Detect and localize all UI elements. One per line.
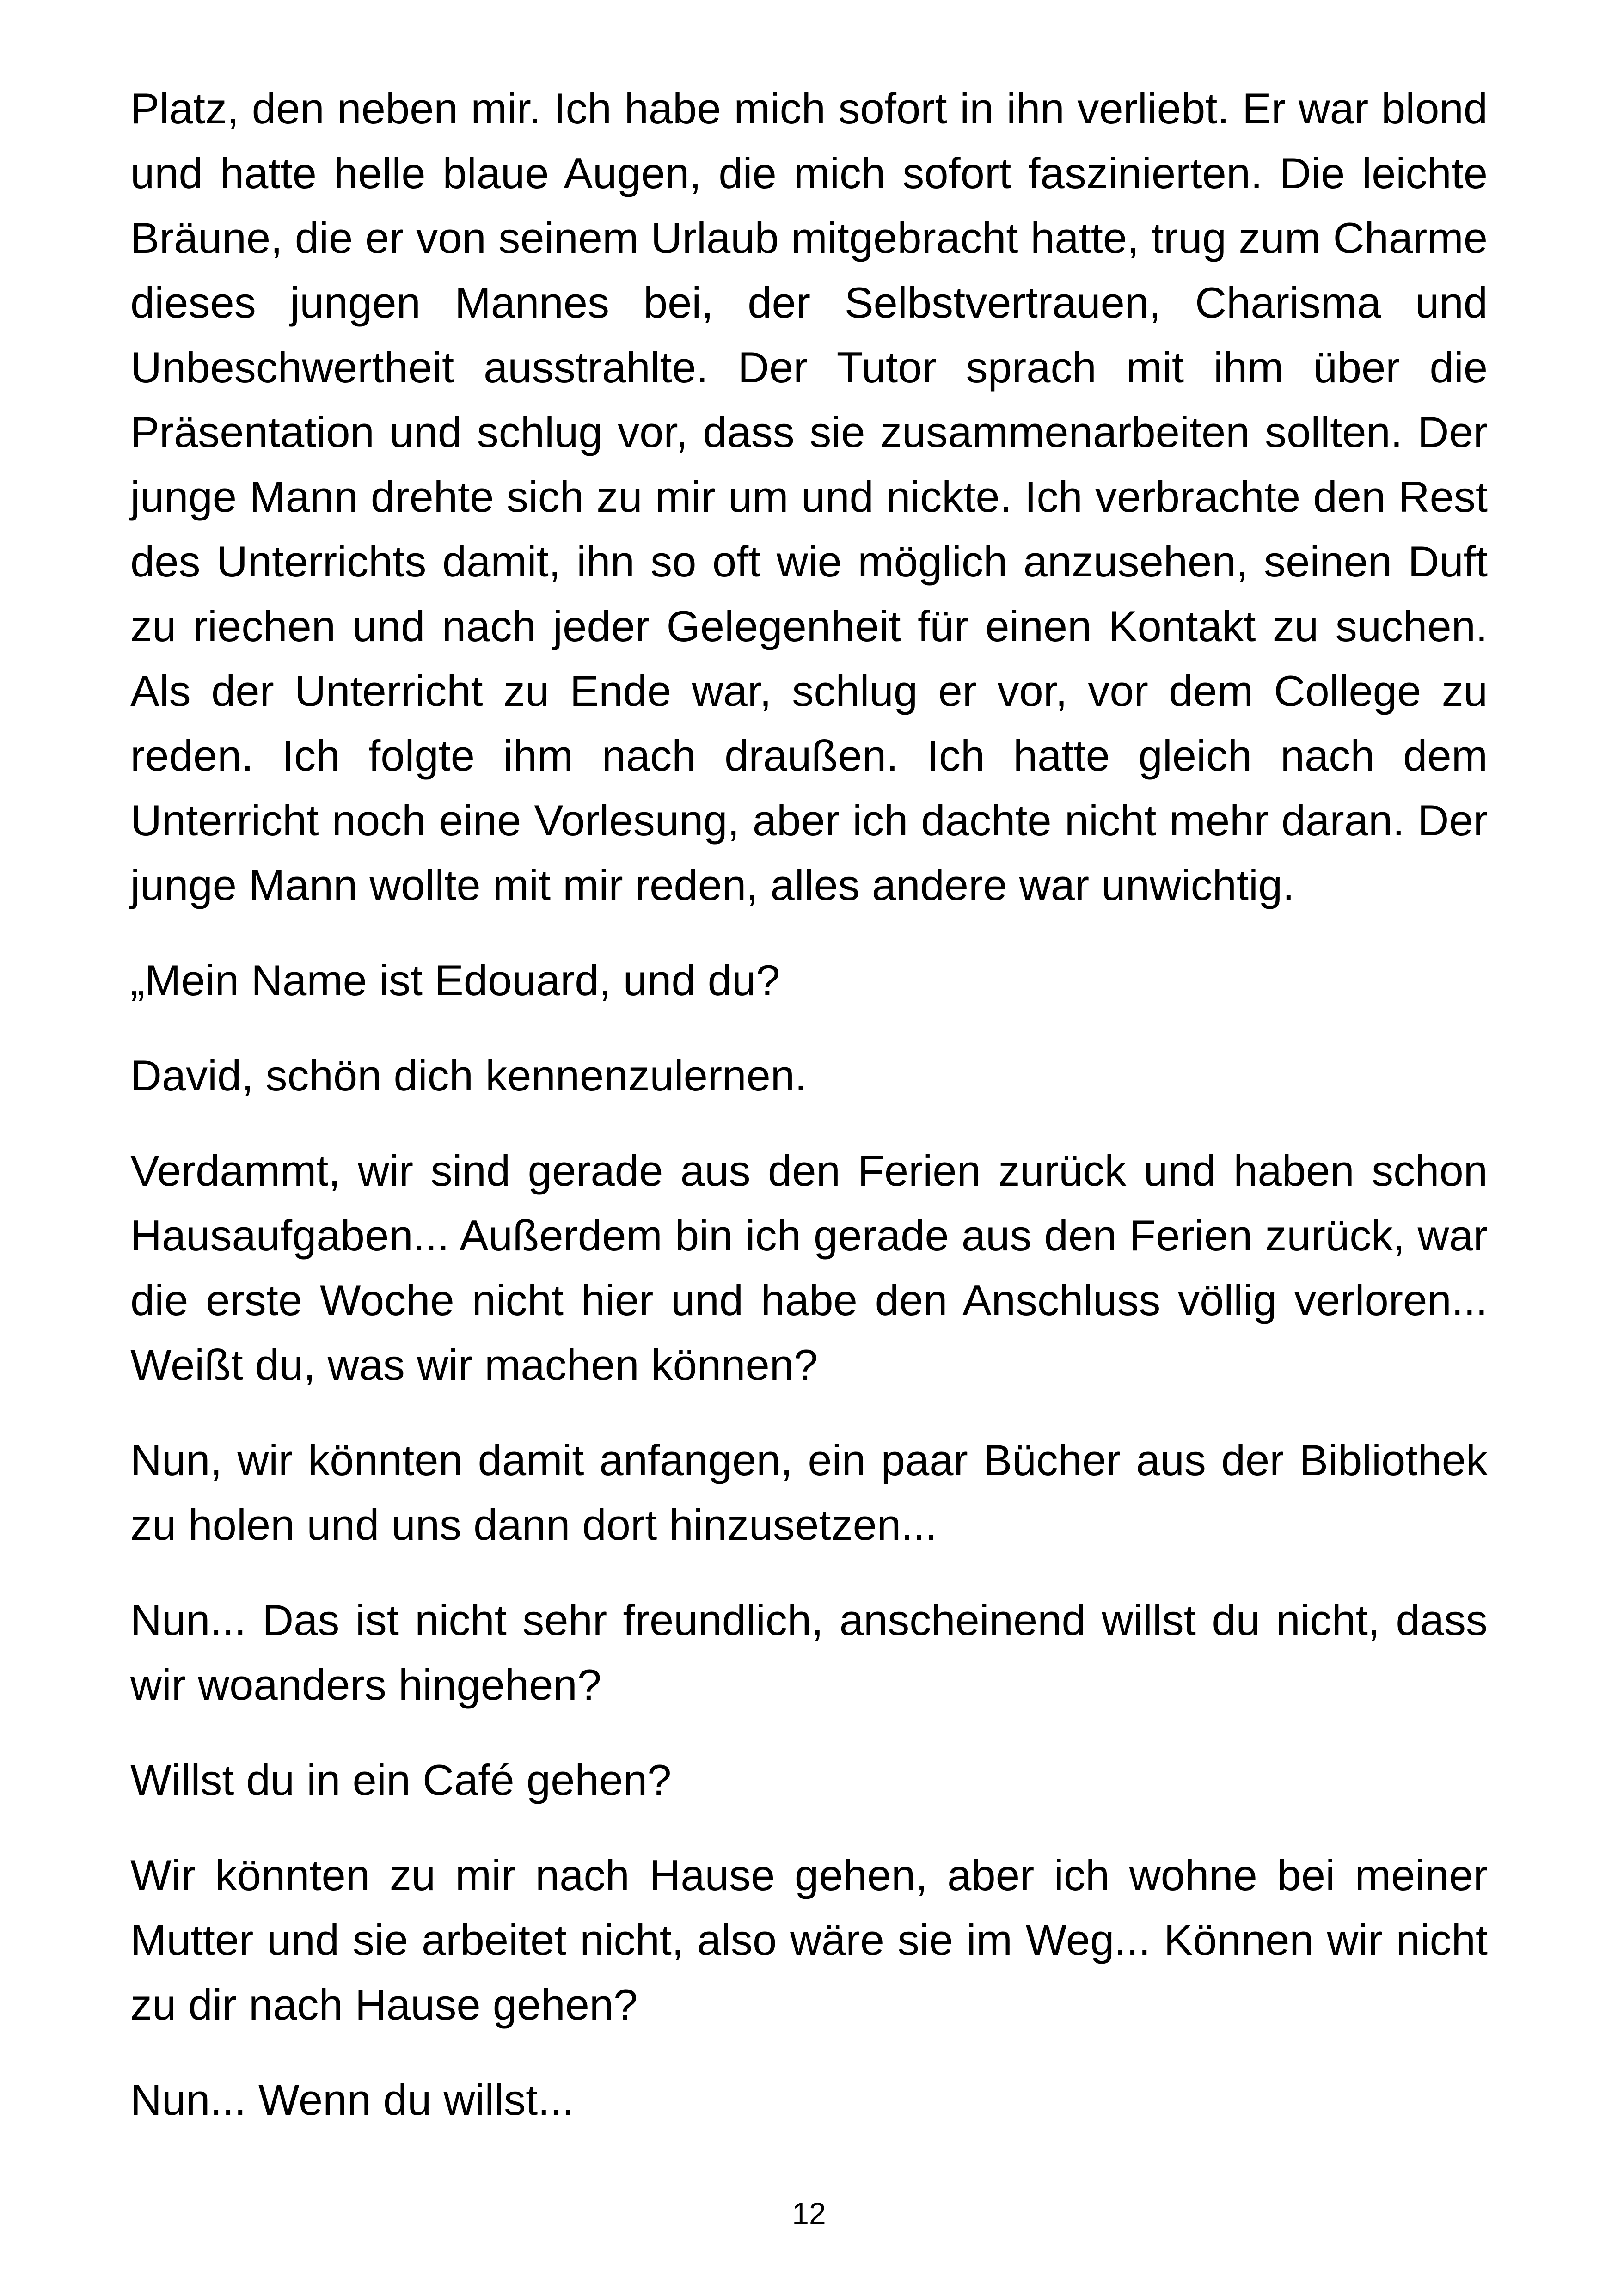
paragraph: David, schön dich kennenzulernen. — [130, 1051, 807, 1100]
paragraph: „Mein Name ist Edouard, und du? — [130, 956, 780, 1004]
body-text — [130, 76, 1488, 2163]
paragraph: Nun... Wenn du willst... — [130, 2076, 574, 2124]
paragraph: Platz, den neben mir. Ich habe mich sofort in ihn verliebt. Er war blond und hatte helle blaue Augen, die mich sofort faszinierten. Die leichte Bräune, die er von seinem Urlaub mitgebracht hatte, trug zum Charme dieses jungen Mannes bei, der Selbstvertrauen, Charisma und Unbeschwertheit ausstrahlte. Der Tutor sprach mit ihm über die Präsentation und schlug vor, dass sie zusammenarbeiten sollten. Der junge Mann drehte sich zu mir um und nickte. Ich verbrachte den Rest des Unterrichts damit, ihn so oft wie möglich anzusehen, seinen Duft zu riechen und nach jeder Gelegenheit für einen Kontakt zu suchen. Als der Unterricht zu Ende war, schlug er vor, vor dem College zu reden. Ich folgte ihm nach draußen. Ich hatte gleich nach dem Unterricht noch eine Vorlesung, aber ich dachte nicht mehr daran. Der junge Mann wollte mit mir reden, alles andere war unwichtig. — [130, 84, 1488, 909]
paragraph: Wir könnten zu mir nach Hause gehen, aber ich wohne bei meiner Mutter und sie arbeitet nicht, also wäre sie im Weg... Können wir nicht zu dir nach Hause gehen? — [130, 1851, 1488, 2029]
page-number: 12 — [792, 2196, 826, 2230]
paragraph: Nun, wir könnten damit anfangen, ein paar Bücher aus der Bibliothek zu holen und uns dann dort hinzusetzen... — [130, 1436, 1488, 1549]
paragraph: Nun... Das ist nicht sehr freundlich, anscheinend willst du nicht, dass wir woanders hingehen? — [130, 1596, 1488, 1709]
paragraph: Willst du in ein Café gehen? — [130, 1756, 672, 1804]
paragraph: Verdammt, wir sind gerade aus den Ferien zurück und haben schon Hausaufgaben... Außerdem bin ich gerade aus den Ferien zurück, war die erste Woche nicht hier und habe den Anschluss völlig verloren... Weißt du, was wir machen können? — [130, 1146, 1488, 1389]
